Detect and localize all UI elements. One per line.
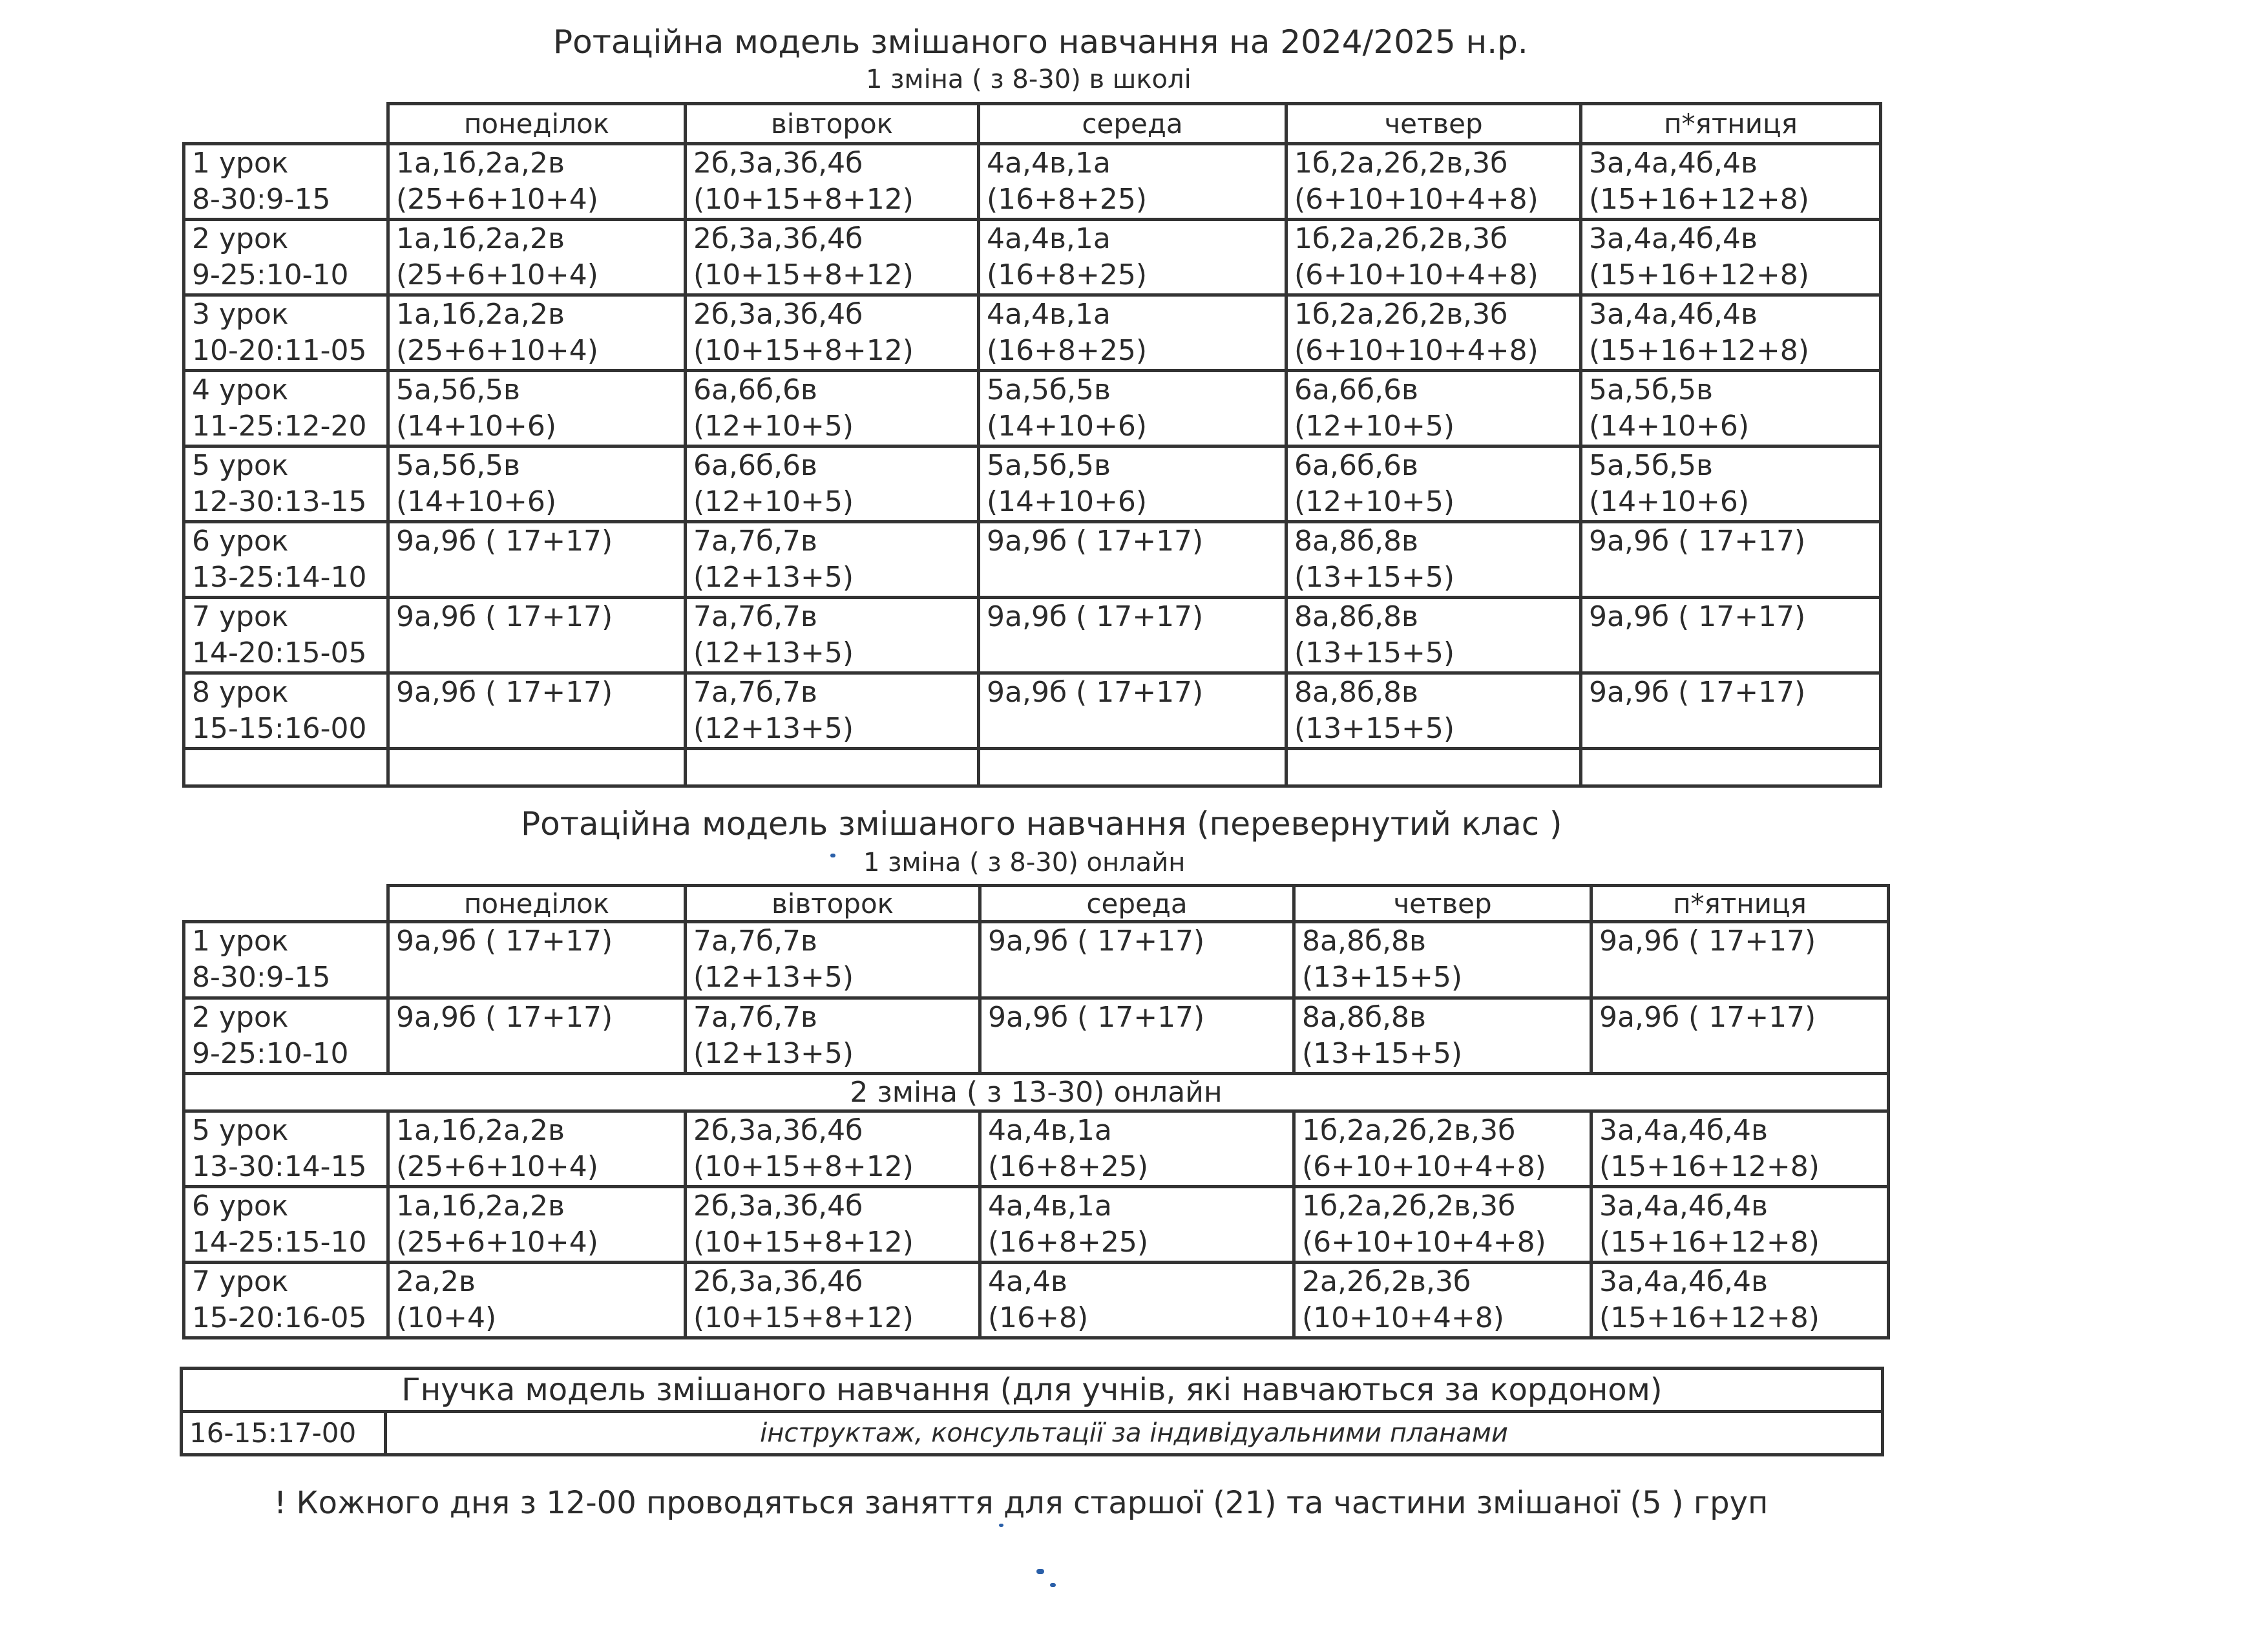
header-wednesday: середа (979, 104, 1286, 144)
class-group-cell: 9а,9б ( 17+17) (980, 922, 1294, 998)
lesson-cell: 7 урок 15-20:16-05 (184, 1263, 388, 1338)
class-group-cell: 6а,6б,6в (12+10+5) (1286, 446, 1581, 522)
flexible-model-time: 16-15:17-00 (183, 1413, 387, 1453)
header-friday: п*ятниця (1581, 104, 1881, 144)
header-wednesday: середа (980, 886, 1294, 922)
header-thursday: четвер (1286, 104, 1581, 144)
class-group-cell: 2б,3а,3б,4б (10+15+8+12) (686, 144, 979, 220)
class-group-cell: 3а,4а,4б,4в (15+16+12+8) (1581, 295, 1881, 371)
class-group-cell: 9а,9б ( 17+17) (388, 522, 686, 598)
class-group-cell: 1а,1б,2а,2в (25+6+10+4) (388, 295, 686, 371)
class-group-cell: 5а,5б,5в (14+10+6) (388, 446, 686, 522)
lesson-cell: 1 урок 8-30:9-15 (184, 922, 388, 998)
lesson-cell: 5 урок 13-30:14-15 (184, 1111, 388, 1187)
bottom-subtitle: 1 зміна ( з 8-30) онлайн (863, 848, 1186, 877)
class-group-cell: 1б,2а,2б,2в,3б (6+10+10+4+8) (1286, 295, 1581, 371)
class-group-cell: 5а,5б,5в (14+10+6) (388, 371, 686, 446)
flexible-model-title: Гнучка модель змішаного навчання (для учнів, які навчаються за кордоном) (183, 1370, 1881, 1413)
class-group-cell: 8а,8б,8в (13+15+5) (1294, 922, 1591, 998)
class-group-cell: 9а,9б ( 17+17) (388, 673, 686, 749)
class-group-cell: 1б,2а,2б,2в,3б (6+10+10+4+8) (1286, 144, 1581, 220)
table-row (184, 295, 1881, 371)
flexible-model-row (183, 1413, 1881, 1453)
lesson-cell: 8 урок 15-15:16-00 (184, 673, 388, 749)
class-group-cell: 7а,7б,7в (12+13+5) (686, 673, 979, 749)
top-subtitle: 1 зміна ( з 8-30) в школі (866, 65, 1192, 94)
table-row (184, 522, 1881, 598)
table-row (184, 446, 1881, 522)
empty-cell (1581, 749, 1881, 786)
table-row (184, 598, 1881, 673)
lesson-cell: 7 урок 14-20:15-05 (184, 598, 388, 673)
class-group-cell: 5а,5б,5в (14+10+6) (1581, 446, 1881, 522)
class-group-cell: 4а,4в,1а (16+8+25) (980, 1111, 1294, 1187)
class-group-cell: 7а,7б,7в (12+13+5) (686, 998, 980, 1074)
top-table-body (184, 144, 1881, 786)
class-group-cell: 2б,3а,3б,4б (10+15+8+12) (686, 1187, 980, 1263)
class-group-cell: 4а,4в,1а (16+8+25) (979, 295, 1286, 371)
empty-cell (388, 749, 686, 786)
shift2-label: 2 зміна ( з 13-30) онлайн (184, 1074, 1889, 1111)
class-group-cell: 3а,4а,4б,4в (15+16+12+8) (1591, 1187, 1889, 1263)
header-tuesday: вівторок (686, 104, 979, 144)
class-group-cell: 6а,6б,6в (12+10+5) (686, 371, 979, 446)
footer-note: ! Кожного дня з 12-00 проводяться заняття для старшої (21) та частини змішаної (5 ) груп (274, 1485, 1769, 1521)
bottom-shift1-body (184, 922, 1889, 1074)
class-group-cell: 6а,6б,6в (12+10+5) (1286, 371, 1581, 446)
class-group-cell: 2б,3а,3б,4б (10+15+8+12) (686, 220, 979, 295)
lesson-cell: 5 урок 12-30:13-15 (184, 446, 388, 522)
class-group-cell: 7а,7б,7в (12+13+5) (686, 598, 979, 673)
class-group-cell: 9а,9б ( 17+17) (980, 998, 1294, 1074)
class-group-cell: 9а,9б ( 17+17) (1581, 598, 1881, 673)
table-row (184, 998, 1889, 1074)
table-row (184, 371, 1881, 446)
class-group-cell: 9а,9б ( 17+17) (1591, 922, 1889, 998)
class-group-cell: 5а,5б,5в (14+10+6) (979, 446, 1286, 522)
lesson-cell: 3 урок 10-20:11-05 (184, 295, 388, 371)
class-group-cell: 5а,5б,5в (14+10+6) (1581, 371, 1881, 446)
class-group-cell: 3а,4а,4б,4в (15+16+12+8) (1581, 220, 1881, 295)
class-group-cell: 4а,4в,1а (16+8+25) (979, 220, 1286, 295)
table-row (184, 1187, 1889, 1263)
table-row (184, 144, 1881, 220)
bottom-header-row (184, 886, 1889, 922)
class-group-cell: 9а,9б ( 17+17) (388, 998, 686, 1074)
shift2-row (184, 1074, 1889, 1111)
header-monday: понеділок (388, 886, 686, 922)
class-group-cell: 1а,1б,2а,2в (25+6+10+4) (388, 1111, 686, 1187)
lesson-cell: 1 урок 8-30:9-15 (184, 144, 388, 220)
lesson-cell: 6 урок 14-25:15-10 (184, 1187, 388, 1263)
class-group-cell: 4а,4в,1а (16+8+25) (980, 1187, 1294, 1263)
lesson-cell: 2 урок 9-25:10-10 (184, 998, 388, 1074)
class-group-cell: 9а,9б ( 17+17) (388, 598, 686, 673)
empty-cell (1286, 749, 1581, 786)
header-tuesday: вівторок (686, 886, 980, 922)
lesson-cell: 4 урок 11-25:12-20 (184, 371, 388, 446)
header-friday: п*ятниця (1591, 886, 1889, 922)
class-group-cell: 8а,8б,8в (13+15+5) (1286, 522, 1581, 598)
flexible-model-description: інструктаж, консультації за індивідуальними планами (760, 1418, 1508, 1448)
empty-cell (686, 749, 979, 786)
table-row (184, 673, 1881, 749)
class-group-cell: 7а,7б,7в (12+13+5) (686, 922, 980, 998)
header-corner (184, 886, 388, 922)
header-thursday: четвер (1294, 886, 1591, 922)
class-group-cell: 1а,1б,2а,2в (25+6+10+4) (388, 1187, 686, 1263)
class-group-cell: 2б,3а,3б,4б (10+15+8+12) (686, 295, 979, 371)
class-group-cell: 2б,3а,3б,4б (10+15+8+12) (686, 1263, 980, 1338)
class-group-cell: 3а,4а,4б,4в (15+16+12+8) (1591, 1263, 1889, 1338)
ink-speck (830, 854, 835, 857)
bottom-schedule-table (182, 884, 1890, 1339)
table-row (184, 1111, 1889, 1187)
empty-cell (184, 749, 388, 786)
class-group-cell: 9а,9б ( 17+17) (979, 673, 1286, 749)
class-group-cell: 1б,2а,2б,2в,3б (6+10+10+4+8) (1294, 1111, 1591, 1187)
class-group-cell: 5а,5б,5в (14+10+6) (979, 371, 1286, 446)
class-group-cell: 2б,3а,3б,4б (10+15+8+12) (686, 1111, 980, 1187)
class-group-cell: 2а,2в (10+4) (388, 1263, 686, 1338)
ink-speck (999, 1524, 1003, 1527)
class-group-cell: 9а,9б ( 17+17) (979, 598, 1286, 673)
ink-speck (1036, 1569, 1044, 1574)
class-group-cell: 9а,9б ( 17+17) (1581, 673, 1881, 749)
class-group-cell: 1б,2а,2б,2в,3б (6+10+10+4+8) (1294, 1187, 1591, 1263)
bottom-title: Ротаційна модель змішаного навчання (перевернутий клас ) (521, 805, 1562, 843)
ink-speck (1050, 1583, 1056, 1587)
top-header-row (184, 104, 1881, 144)
class-group-cell: 1а,1б,2а,2в (25+6+10+4) (388, 220, 686, 295)
class-group-cell: 1а,1б,2а,2в (25+6+10+4) (388, 144, 686, 220)
class-group-cell: 3а,4а,4б,4в (15+16+12+8) (1591, 1111, 1889, 1187)
bottom-shift2-body (184, 1111, 1889, 1338)
class-group-cell: 2а,2б,2в,3б (10+10+4+8) (1294, 1263, 1591, 1338)
class-group-cell: 6а,6б,6в (12+10+5) (686, 446, 979, 522)
class-group-cell: 7а,7б,7в (12+13+5) (686, 522, 979, 598)
class-group-cell: 8а,8б,8в (13+15+5) (1286, 673, 1581, 749)
header-corner (184, 104, 388, 144)
lesson-cell: 6 урок 13-25:14-10 (184, 522, 388, 598)
class-group-cell: 4а,4в (16+8) (980, 1263, 1294, 1338)
empty-row (184, 749, 1881, 786)
table-row (184, 220, 1881, 295)
class-group-cell: 3а,4а,4б,4в (15+16+12+8) (1581, 144, 1881, 220)
top-title: Ротаційна модель змішаного навчання на 2024/2025 н.р. (553, 23, 1528, 61)
class-group-cell: 8а,8б,8в (13+15+5) (1286, 598, 1581, 673)
class-group-cell: 9а,9б ( 17+17) (979, 522, 1286, 598)
class-group-cell: 9а,9б ( 17+17) (1581, 522, 1881, 598)
class-group-cell: 9а,9б ( 17+17) (388, 922, 686, 998)
table-row (184, 1263, 1889, 1338)
lesson-cell: 2 урок 9-25:10-10 (184, 220, 388, 295)
class-group-cell: 9а,9б ( 17+17) (1591, 998, 1889, 1074)
empty-cell (979, 749, 1286, 786)
flexible-model-box (180, 1367, 1884, 1456)
class-group-cell: 1б,2а,2б,2в,3б (6+10+10+4+8) (1286, 220, 1581, 295)
header-monday: понеділок (388, 104, 686, 144)
top-schedule-table (182, 102, 1882, 788)
class-group-cell: 4а,4в,1а (16+8+25) (979, 144, 1286, 220)
class-group-cell: 8а,8б,8в (13+15+5) (1294, 998, 1591, 1074)
table-row (184, 922, 1889, 998)
